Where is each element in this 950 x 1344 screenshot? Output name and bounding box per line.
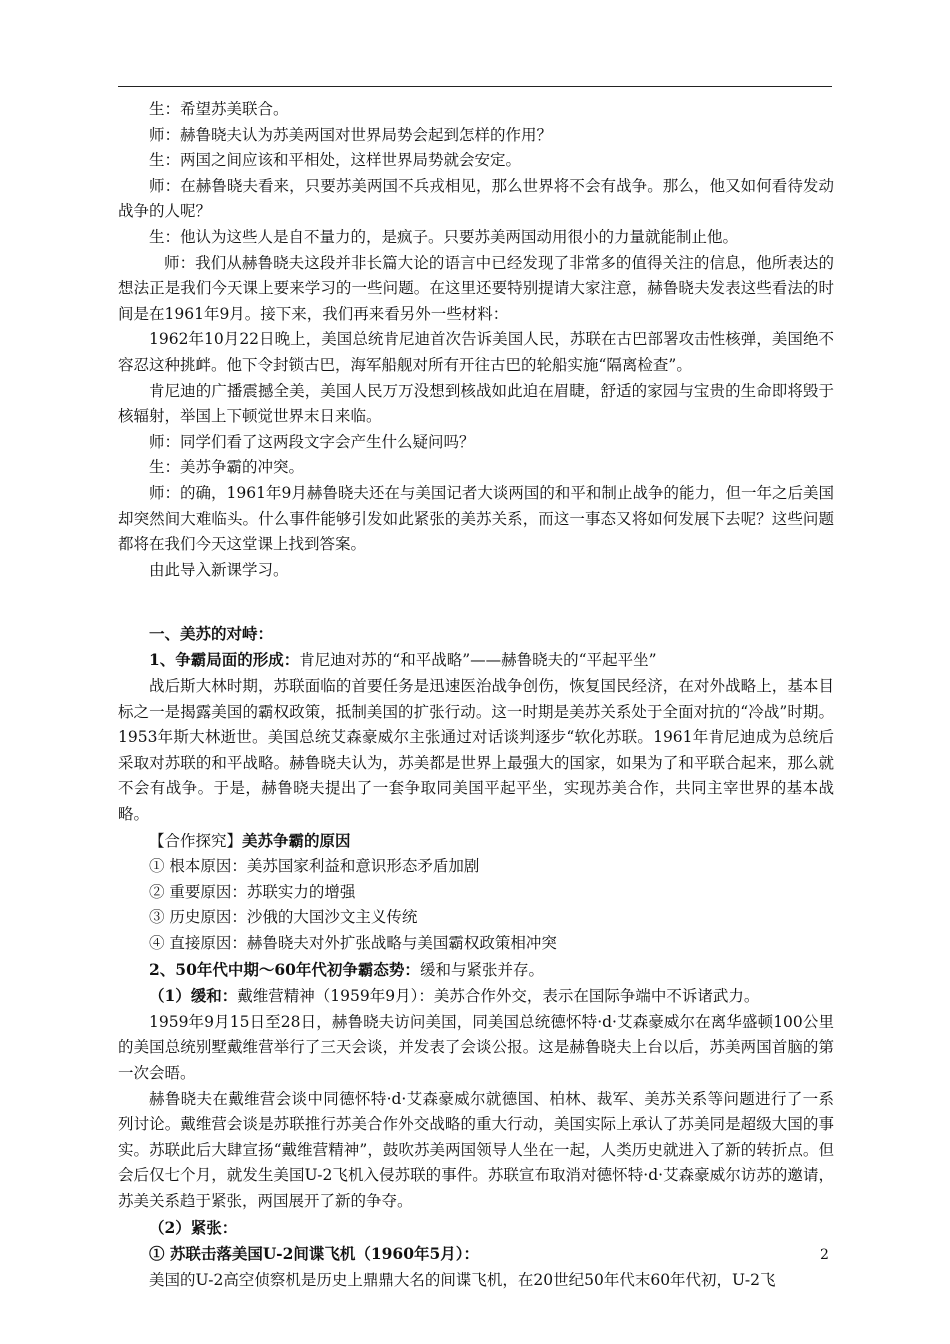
u2-heading-text: ① 苏联击落美国U-2间谍飞机（1960年5月）： [149, 1244, 480, 1264]
transition-line: 由此导入新课学习。 [149, 560, 289, 579]
relax-text: 戴维营精神（1959年9月）：美苏合作外交，表示在国际争端中不诉诸武力。 [237, 987, 760, 1006]
dialogue-line: 师：同学们看了这两段文字会产生什么疑问吗？ [149, 432, 475, 451]
material-paragraph: 1962年10月22日晚上，美国总统肯尼迪首次告诉美国人民，苏联在古巴部署攻击性核弹，美国绝不容忍这种挑衅。他下令封锁古巴，海军船舰对所有开往古巴的轮船实施“隔离检查”。 [118, 330, 834, 374]
header-rule [118, 86, 832, 87]
reason-item: ① 根本原因：美苏国家利益和意识形态矛盾加剧 [149, 857, 480, 876]
dialogue-line: 师：赫鲁晓夫认为苏美两国对世界局势会起到怎样的作用？ [149, 125, 553, 144]
tension-label: （2）紧张： [149, 1217, 238, 1237]
body-paragraph: 战后斯大林时期，苏联面临的首要任务是迅速医治战争创伤，恢复国民经济，在对外战略上，基本目标之一是揭露美国的霸权政策，抵制美国的扩张行动。这一时期是美苏关系处于全面对抗的“冷战”时期。1953年斯大林逝世。美国总统艾森豪威尔主张通过对话谈判逐步“软化苏联。1961年肯尼迪成为总统后采取对苏联的和平战略。赫鲁晓夫认为，苏美都是世界上最强大的国家，如果为了和平联合起来，那么就不会有战争。于是，赫鲁晓夫提出了一套争取同美国平起平坐，实现苏美合作，共同主宰世界的基本战略。 [118, 677, 834, 824]
coop-heading [118, 828, 834, 855]
dialogue-line: 生：希望苏美联合。 [149, 100, 289, 118]
relax-label: （1）缓和： [149, 986, 238, 1006]
page-number: 2 [820, 1247, 829, 1263]
subsection-heading [118, 647, 834, 674]
subsection-heading-text: 缓和与紧张并存。 [419, 960, 544, 979]
dialogue-line: 生：他认为这些人是自不量力的，是疯子。只要苏美两国动用很小的力量就能制止他。 [149, 227, 739, 246]
reason-item: ④ 直接原因：赫鲁晓夫对外扩张战略与美国霸权政策相冲突 [149, 934, 557, 952]
spacer [118, 609, 834, 621]
coop-title: 美苏争霸的原因 [242, 830, 351, 850]
subsection-heading-text: 肯尼迪对苏的“和平战略”——赫鲁晓夫的“平起平坐” [299, 651, 657, 670]
subsection-heading-label: 2、50年代中期～60年代初争霸态势： [149, 959, 420, 979]
dialogue-line: 师：的确，1961年9月赫鲁晓夫还在与美国记者大谈两国的和平和制止战争的能力，但一年之后美国却突然间大难临头。什么事件能够引发如此紧张的美苏关系，而这一事态又将如何发展下去呢？这些问题都将在我们今天这堂课上找到答案。 [118, 483, 834, 554]
section-heading-text: 一、美苏的对峙： [149, 623, 274, 643]
tension-heading [118, 1215, 834, 1242]
subsection-heading [118, 957, 834, 984]
section-heading [118, 621, 834, 648]
dialogue-line: 师：在赫鲁晓夫看来，只要苏美两国不兵戎相见，那么世界将不会有战争。那么，他又如何看待发动战争的人呢？ [118, 176, 834, 221]
relax-heading [118, 983, 834, 1010]
body-paragraph: 美国的U-2高空侦察机是历史上鼎鼎大名的间谍飞机，在20世纪50年代末60年代初，U-2飞 [149, 1270, 776, 1289]
subsection-heading-label: 1、争霸局面的形成： [149, 650, 300, 670]
reason-item: ③ 历史原因：沙俄的大国沙文主义传统 [149, 908, 418, 927]
body-paragraph: 赫鲁晓夫在戴维营会谈中同德怀特·d·艾森豪威尔就德国、柏林、裁军、美苏关系等问题进行了一系列讨论。戴维营会谈是苏联推行苏美合作外交战略的重大行动，美国实际上承认了苏美同是超级大国的事实。苏联此后大肆宣扬“戴维营精神”，鼓吹苏美两国领导人坐在一起，人类历史就进入了新的转折点。但会后仅七个月，就发生美国U-2飞机入侵苏联的事件。苏联宣布取消对德怀特·d·艾森豪威尔访苏的邀请，苏美关系趋于紧张，两国展开了新的争夺。 [118, 1089, 834, 1210]
dialogue-line: 生：两国之间应该和平相处，这样世界局势就会安定。 [149, 151, 522, 170]
spacer [118, 583, 834, 609]
dialogue-line: 师：我们从赫鲁晓夫这段并非长篇大论的语言中已经发现了非常多的值得关注的信息，他所表达的想法正是我们今天课上要来学习的一些问题。在这里还要特别提请大家注意，赫鲁晓夫发表这些看法的时间是在1961年9月。接下来，我们再来看另外一些材料： [118, 253, 834, 323]
coop-label: 【合作探究】 [149, 831, 243, 850]
dialogue-line: 生：美苏争霸的冲突。 [149, 458, 305, 477]
reason-item: ② 重要原因：苏联实力的增强 [149, 882, 356, 901]
document-body [118, 97, 834, 1293]
u2-heading [118, 1241, 834, 1268]
body-paragraph: 1959年9月15日至28日，赫鲁晓夫访问美国，同美国总统德怀特·d·艾森豪威尔在离华盛顿100公里的美国总统别墅戴维营举行了三天会谈，并发表了会谈公报。这是赫鲁晓夫上台以后，苏美两国首脑的第一次会晤。 [118, 1012, 834, 1082]
material-paragraph: 肯尼迪的广播震撼全美，美国人民万万没想到核战如此迫在眉睫，舒适的家园与宝贵的生命即将毁于核辐射，举国上下顿觉世界末日来临。 [118, 381, 834, 426]
